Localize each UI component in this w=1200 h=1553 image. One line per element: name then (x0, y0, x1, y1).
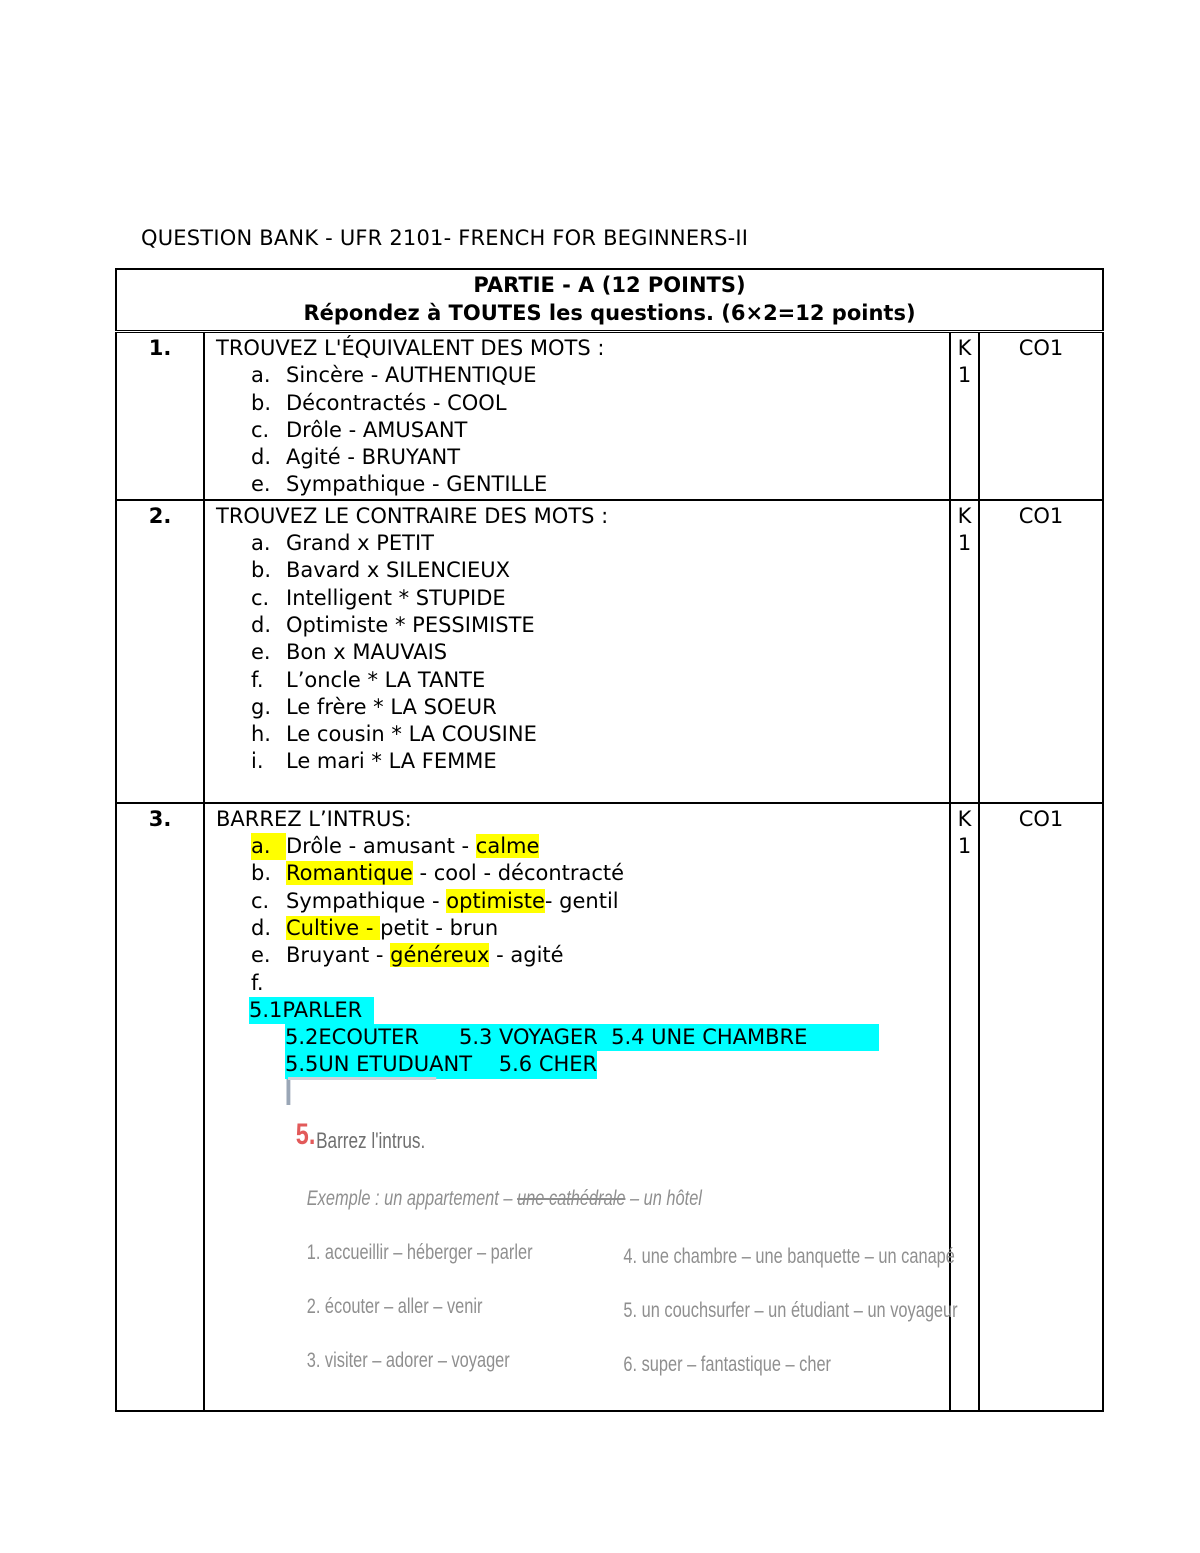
question-number: 3. (116, 803, 204, 1411)
answer-line: 5.1PARLER (249, 997, 374, 1024)
item-list (216, 833, 949, 997)
highlighted-answer: généreux (390, 943, 490, 968)
list-item: d. Agité - BRUYANT (251, 445, 461, 470)
question-title: BARREZ L’INTRUS: (216, 806, 412, 831)
question-title: TROUVEZ L'ÉQUIVALENT DES MOTS : (216, 336, 605, 360)
exercise-item: 4. une chambre – une banquette – un canapé (623, 1244, 955, 1268)
scanned-exercise-image (288, 1079, 958, 1379)
course-outcome: CO1 (979, 332, 1103, 500)
knowledge-level: K 1 (950, 332, 979, 500)
question-content (204, 332, 950, 500)
highlighted-answer: Cultive - (286, 915, 381, 940)
list-item: a. Drôle - amusant - calme (251, 833, 949, 860)
question-row-3 (116, 803, 1103, 1411)
exercise-item: 3. visiter – adorer – voyager (306, 1348, 510, 1372)
course-outcome: CO1 (979, 803, 1103, 1411)
part-header (116, 269, 1103, 332)
highlighted-answer: optimiste (446, 888, 545, 913)
list-item: a. Grand x PETIT (251, 531, 434, 556)
item-list (216, 362, 949, 498)
exercise-item: 5. un couchsurfer – un étudiant – un voyageur (623, 1298, 958, 1322)
question-row-1 (116, 332, 1103, 500)
question-title: TROUVEZ LE CONTRAIRE DES MOTS : (216, 503, 609, 528)
list-item: h. Le cousin * LA COUSINE (251, 722, 537, 747)
course-outcome: CO1 (979, 500, 1103, 803)
list-item: f. L’oncle * LA TANTE (251, 667, 486, 692)
list-item: f. (251, 970, 264, 995)
answer-key (249, 997, 949, 1079)
document-title: QUESTION BANK - UFR 2101- FRENCH FOR BEGINNERS-II (141, 226, 749, 250)
answer-line: 5.2ECOUTER 5.3 VOYAGER 5.4 UNE CHAMBRE (285, 1024, 879, 1051)
list-item: e. Bruyant - généreux - agité (251, 943, 564, 968)
question-row-2 (116, 500, 1103, 803)
list-item: e. Bon x MAUVAIS (251, 640, 448, 665)
question-number: 2. (116, 500, 204, 803)
answer-line: 5.5UN ETUDUANT 5.6 CHER (285, 1051, 597, 1078)
item-list (216, 530, 949, 776)
part-title: PARTIE - A (12 POINTS) (473, 273, 746, 297)
question-content (204, 803, 958, 1411)
exercise-number: 5. (295, 1117, 316, 1151)
list-item: g. Le frère * LA SOEUR (251, 694, 497, 719)
list-item: c. Sympathique - optimiste- gentil (251, 888, 619, 913)
list-item: e. Sympathique - GENTILLE (251, 472, 548, 497)
scan-fragment (288, 1077, 436, 1102)
highlighted-answer: calme (475, 834, 540, 859)
list-item: d. Optimiste * PESSIMISTE (251, 612, 535, 637)
part-instructions: Répondez à TOUTES les questions. (6×2=12 points) (303, 301, 916, 325)
list-item: b. Décontractés - COOL (251, 390, 507, 415)
exercise-item: 1. accueillir – héberger – parler (306, 1240, 533, 1264)
list-item: c. Intelligent * STUPIDE (251, 585, 506, 610)
question-table (115, 268, 1104, 1412)
question-number: 1. (116, 332, 204, 500)
knowledge-level: K 1 (950, 500, 979, 803)
exercise-item: 6. super – fantastique – cher (623, 1352, 832, 1376)
list-item: d. Cultive - petit - brun (251, 915, 499, 940)
list-item: a. Sincère - AUTHENTIQUE (251, 363, 537, 388)
question-content (204, 500, 950, 803)
list-item: b. Romantique - cool - décontracté (251, 861, 625, 886)
highlighted-answer: Romantique (286, 861, 413, 886)
table-header-row (116, 269, 1103, 332)
exercise-item: 2. écouter – aller – venir (306, 1294, 483, 1318)
list-item: b. Bavard x SILENCIEUX (251, 558, 511, 583)
list-item: c. Drôle - AMUSANT (251, 417, 468, 442)
list-item: i. Le mari * LA FEMME (251, 749, 497, 774)
knowledge-level: K 1 (950, 803, 979, 1411)
exercise-title: Barrez l'intrus. (316, 1127, 426, 1153)
exercise-example: Exemple : un appartement – une cathédrale – un hôtel (306, 1186, 702, 1210)
